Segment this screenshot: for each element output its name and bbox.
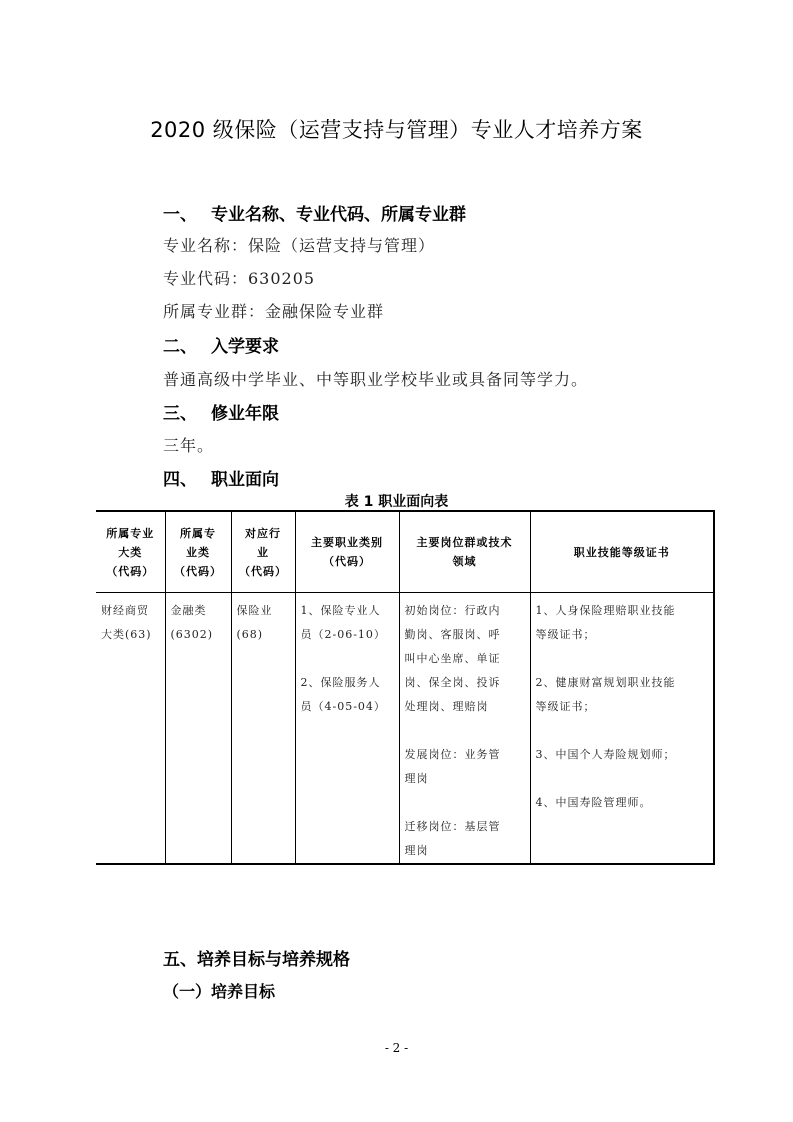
header-category: 所属专业 大类 （代码）	[96, 511, 165, 593]
header-occupations: 主要职业类别 （代码）	[295, 511, 399, 593]
section-1-title: 专业名称、专业代码、所属专业群	[211, 205, 466, 225]
header-certificates: 职业技能等级证书	[530, 511, 714, 593]
major-name: 专业名称：保险（运营支持与管理）	[163, 236, 436, 255]
section-4-title: 职业面向	[211, 470, 279, 490]
header-positions: 主要岗位群或技术 领域	[399, 511, 530, 593]
page-title: 2020 级保险（运营支持与管理）专业人才培养方案	[150, 118, 643, 142]
certificate-item: 3、中国个人寿险规划师；	[535, 748, 676, 761]
section-5-subheading: （一）培养目标	[163, 982, 276, 1001]
section-3-heading	[163, 399, 279, 424]
major-group: 所属专业群：金融保险专业群	[163, 302, 385, 321]
position-item: 迁移岗位：基层管 理岗	[404, 820, 501, 857]
career-orientation-table	[96, 510, 715, 865]
section-3-title: 修业年限	[211, 404, 279, 424]
table-caption: 表 1 职业面向表	[344, 494, 449, 510]
section-5-heading: 五、培养目标与培养规格	[163, 950, 350, 970]
page-number: - 2 -	[384, 1041, 409, 1055]
section-2-number: 二、	[163, 337, 197, 357]
section-4-number: 四、	[163, 470, 197, 490]
certificate-item: 4、中国寿险管理师。	[535, 796, 652, 809]
position-item: 初始岗位：行政内 勤岗、客服岗、呼 叫中心坐席、单证 岗、保全岗、投诉 处理岗、理赔岗	[404, 604, 501, 713]
section-3-number: 三、	[163, 404, 197, 424]
header-subcategory: 所属专 业类 （代码）	[165, 511, 231, 593]
occupation-item: 2、保险服务人 员（4-05-04）	[300, 676, 386, 713]
table-header-row	[96, 511, 714, 593]
occupation-item: 1、保险专业人 员（2-06-10）	[300, 604, 386, 641]
header-industry: 对应行 业 （代码）	[231, 511, 295, 593]
cell-occupations	[295, 593, 399, 865]
certificate-item: 1、人身保险理赔职业技能 等级证书；	[535, 604, 676, 641]
table-row	[96, 593, 714, 865]
study-duration: 三年。	[163, 436, 215, 455]
cell-subcategory: 金融类 (6302)	[165, 593, 231, 865]
major-code: 专业代码：630205	[163, 269, 316, 288]
section-2-heading	[163, 332, 279, 357]
cell-category: 财经商贸 大类(63)	[96, 593, 165, 865]
section-4-heading	[163, 465, 279, 490]
position-item: 发展岗位：业务管 理岗	[404, 748, 501, 785]
section-2-title: 入学要求	[211, 337, 279, 357]
section-1-heading	[163, 200, 466, 225]
cell-certificates	[530, 593, 714, 865]
cell-industry: 保险业 (68)	[231, 593, 295, 865]
section-1-number: 一、	[163, 205, 197, 225]
cell-positions	[399, 593, 530, 865]
certificate-item: 2、健康财富规划职业技能 等级证书；	[535, 676, 676, 713]
admission-requirement: 普通高级中学毕业、中等职业学校毕业或具备同等学力。	[163, 370, 589, 389]
